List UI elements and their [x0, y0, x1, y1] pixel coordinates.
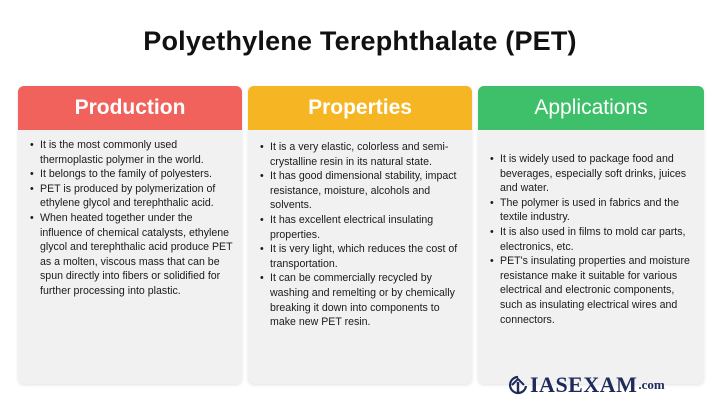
list-item: • It is widely used to package food and beverages, especially soft drinks, juices and water. [490, 152, 698, 196]
production-column [18, 86, 242, 384]
properties-heading: Properties [248, 86, 472, 130]
page-title: Polyethylene Terephthalate (PET) [143, 26, 577, 56]
production-list [18, 130, 242, 299]
list-item: • PET is produced by polymerization of ethylene glycol and terephthalic acid. [30, 182, 236, 211]
properties-column [248, 86, 472, 384]
list-item: • It can be commercially recycled by washing and remelting or by chemically breaking it down into components to make new PET resin. [260, 271, 466, 329]
list-item: • The polymer is used in fabrics and the textile industry. [490, 196, 698, 225]
applications-list [478, 130, 704, 327]
logo-suffix: .com [638, 377, 665, 392]
applications-heading: Applications [478, 86, 704, 130]
production-heading: Production [18, 86, 242, 130]
iasexam-logo [508, 372, 665, 398]
list-item: • PET's insulating properties and moisture resistance make it suitable for various electrical and electronic components, such as insulating electrical wires and connectors. [490, 254, 698, 327]
list-item: • It is very light, which reduces the cost of transportation. [260, 242, 466, 271]
list-item: • It is a very elastic, colorless and semi-crystalline resin in its natural state. [260, 140, 466, 169]
properties-list [248, 130, 472, 330]
logo-text: IASEXAM [530, 372, 638, 397]
list-item: • It is also used in films to mold car parts, electronics, etc. [490, 225, 698, 254]
list-item: • It has excellent electrical insulating properties. [260, 213, 466, 242]
list-item: • It is the most commonly used thermoplastic polymer in the world. [30, 138, 236, 167]
list-item: • When heated together under the influence of chemical catalysts, ethylene glycol and terephthalic acid produce PET as a molten, viscous mass that can be spun directly into fibers or solidified for further processing into plastic. [30, 211, 236, 299]
list-item: • It belongs to the family of polyesters. [30, 167, 236, 182]
applications-column [478, 86, 704, 384]
logo-mark-icon [508, 374, 528, 396]
list-item: • It has good dimensional stability, impact resistance, moisture, alcohols and solvents. [260, 169, 466, 213]
